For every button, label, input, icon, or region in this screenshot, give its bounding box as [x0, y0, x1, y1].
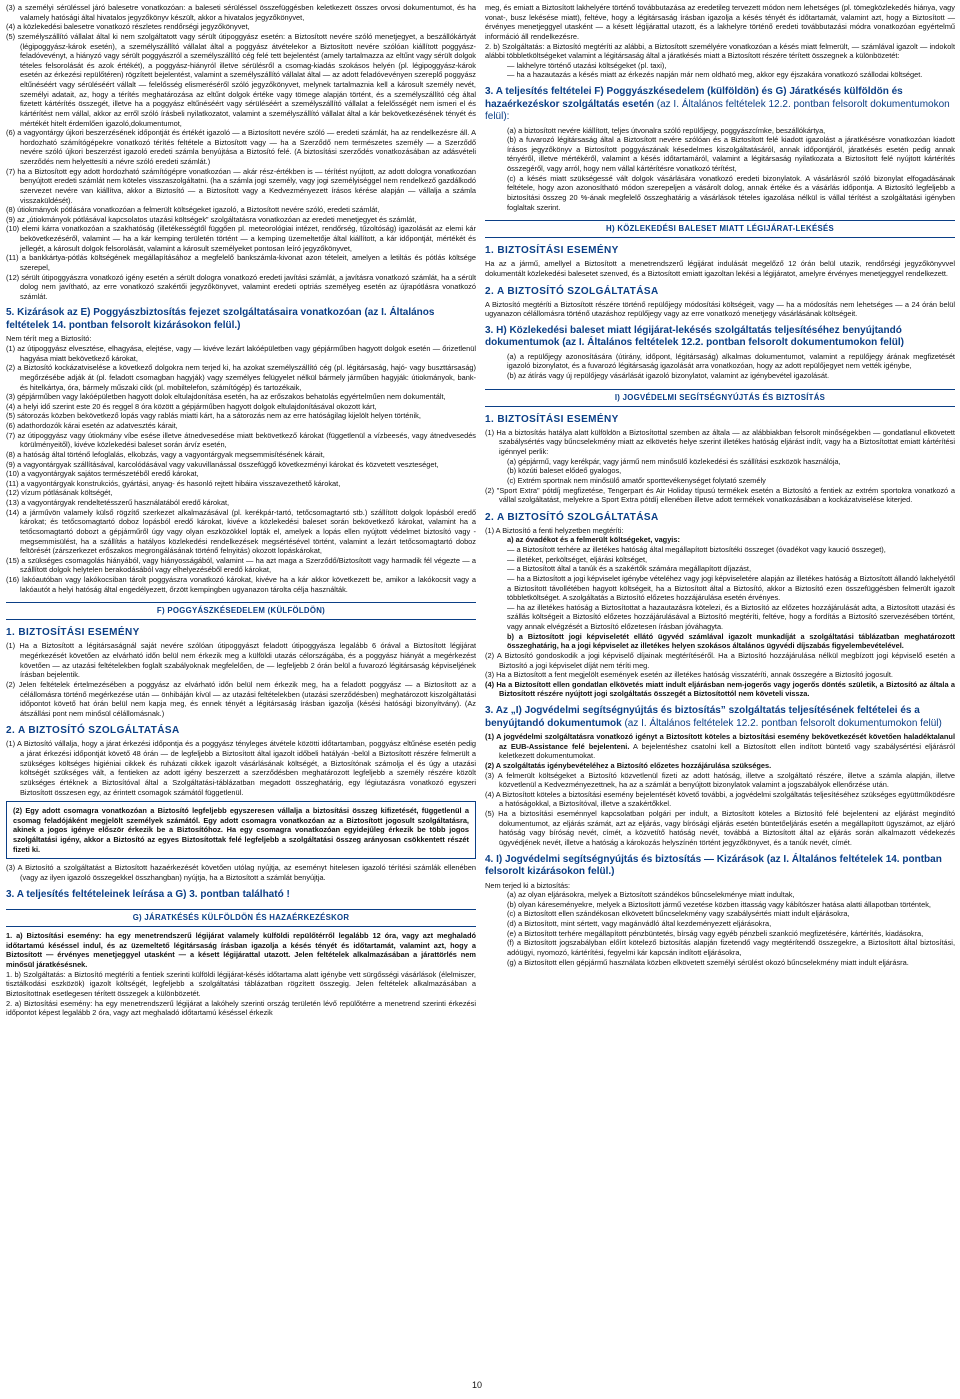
paragraph	[485, 732, 955, 761]
list-item: (e) a Biztosított terhére megállapított pénzbüntetés, bírság vagy egyéb pénzbeli szankció megfizetésére, kártérítés, kiadásokra,	[507, 928, 924, 938]
paragraph: (4) Ha a Biztosított ellen gondatlan elkövetés miatt indult eljárásban nem-jogerős vagy jogerős döntés születik, a Biztosító az általa a Biztosított részére nyújtott jogi szolgáltatás összegét a Biztosítottól nem követeli vissza.	[485, 679, 955, 699]
paragraph: (3) A felmerült költségeket a Biztosító közvetlenül fizeti az adott hatóság, illetve a szolgáltató részére, illetve a számla alapján, illetve közvetlenül a Kedvezményezettnek, ha az a számlát a benyújtott bizonylatok valamint a jogszabályok ellenőrzése után.	[485, 770, 955, 790]
paragraph: 2. a) Biztosítási esemény: ha egy menetrendszerű légijárat a lakóhely szerinti ország területén lévő repülőtérre a menetrend szerinti érkezési időpontot képest legalább 2 óra, vagy azt meghaladó időtartamú késéssel érkezik	[6, 998, 476, 1018]
section-bar: F) POGGYÁSZKÉSEDELEM (KÜLFÖLDÖN)	[6, 602, 476, 620]
list-item: — ha a hazautazás a késés miatt az érkezés napján már nem oldható meg, akkor egy éjszakára vonatkozó szállodai költséget.	[507, 70, 923, 80]
list-item: — illetéket, perköltséget, eljárási költséget,	[507, 554, 648, 564]
subsection-heading: 1. BIZTOSÍTÁSI ESEMÉNY	[6, 627, 140, 639]
highlight-box: (2) Egy adott csomagra vonatkozóan a Biztosító legfeljebb egyszeresen vállalja a biztosítási összeg kifizetését, függetlenül a csomag feladójáként megjelölt személyek számától. Egy adott csomagra vonatkozóan az a Biztosított jogosult szolgáltatásra, akinek a jogos igénye először érkezik be a Biztosítóhoz. Ha egy csomagra vonatkozóan egyidejűleg érkezik be több jogos szolgáltatási igény, akkor a Biztosító az egyes Biztosítottak felé legfeljebb a szolgáltatási összeg arányosan csökkentett részét fizeti ki.	[6, 801, 476, 859]
list-item: (11) a vagyontárgyak konstrukciós, gyártási, anyag- és hasonló rejtett hibáira visszavezethető károkat,	[6, 478, 341, 488]
section-heading: 3. H) Közlekedési baleset miatt légijárat-lekésés szolgáltatás teljesítéséhez benyújtandó dokumentumok (az I. Általános feltételek 12.2. pontban felsorolt dokumentumokon felül)	[485, 324, 904, 349]
list-item: (c) a késés miatt szükségessé vált dolgok vásárlására vonatkozó eredeti bizonylatok. A vásárlásról szóló bizonylat elfogadásának feltétele, hogy azon azonosítható módon szerepeljen a vásárolt dolog, annak értéke és a vásárlás időpontja. A Biztosító legfeljebb a biztosítási összeg 20 %-ának megfelelő összeghatárig a vásárlások tételes igazolása nélkül is vállal térítést a szolgáltatási igényben foglaltak szerint.	[507, 173, 955, 212]
list-item: (b) a fuvarozó légitársaság által a Biztosított nevére szólóan és a Biztosított felé kiadott igazolást a járatkésésre vonatkozóan kiadott írásos jegyzőkönyv a Biztosított poggyászának késedelmes kiszolgáltatásáról, annak időpontjáról, járatkésés esetén pedig annak tényéről, illetve mértékéről, valamint a késés időtartamáról, valamint a légitársaság nyilatkozata a Biztosított felé nyújtott kártérítés összegéről, vagy arról, hogy nem vállal kártérítésre vonatkozó térítést,	[507, 135, 955, 173]
text-bold: (1) A jogvédelmi szolgáltatásra vonatkozó igényt a Biztosított köteles a biztosítási esemény bekövetkezését követően haladéktalanul az EUB-Assistance felé bejelenteni.	[485, 732, 955, 751]
section-heading: 5. Kizárások az E) Poggyászbiztosítás fejezet szolgáltatásaira vonatkozóan (az I. Általános feltételek 14. pontban felsorolt kizárásokon felül.)	[6, 307, 435, 331]
paragraph: (5) Ha a biztosítási eseménnyel kapcsolatban polgári per indult, a Biztosított köteles a Biztosító felé bejelenteni az eljárást megindító dokumentumot, az eljárás számát, azt az eljárás, vagy bírósági eljárás esetén büntetőeljárás esetén a megállapított ügyszámot, az eljáró hatóság vagy bíróság nevét, címét, a közvetítő hatóság nevét, továbbá a Biztosított által az eljárás során alkalmazott védekezés ügyvédjének nevét, illetve a hatóság a károkozás helyszínén történt jegyzőkönyvet, és a tanúk nevét, címét.	[485, 809, 955, 847]
list-item: (14) a járművön valamely külső rögzítő szerkezet alkalmazásával (pl. kerékpár-tartó, tetőcsomagtartó stb.) szállított dolgok lopásból eredő károkat; és tetőcsomagtartó doboz lopásból eredő károkat, kivéve a közlekedési baleset során bekövetkező károkat, valamint ha a tetőcsomagtartó dobozt a gépjárműről úgy vagy olyan eszközökkel lopták el, amelyek a lopás ellen nyújtott védelmet biztosító vagy -megsemmisülést, ha a szállítás a hatályos közlekedési rendelkezések megsértésével történt, valamint a lezárt tetőcsomagtartó doboz feltörését (zárszerkezet erőszakos megrongálásának történő felnyitás) okozott lopáskárokat,	[6, 507, 476, 556]
subsection-heading: 2. A BIZTOSÍTÓ SZOLGÁLTATÁSA	[6, 725, 180, 737]
paragraph: (11) a bankkártya-pótlás költségének megállapításához a megfelelő bankszámla-kivonat azon tételeit, amelyen a letiltás és pótlás költsége szerepel,	[6, 253, 476, 272]
paragraph: Nem térít meg a Biztosító:	[6, 334, 92, 344]
paragraph: (3) A Biztosító a szolgáltatást a Biztosított hazaérkezését követően utólag nyújtja, az eseményt hitelesen igazoló térítési számlák ellenében (vagy az ilyen igazoló összegekkel összhangban) nyújtja, ha a Biztosított a számlát benyújtja.	[6, 863, 476, 882]
paragraph: 1. a) Biztosítási esemény: ha egy menetrendszerű légijárat valamely külföldi repülőtérről legalább 12 óra, vagy azt meghaladó időtartamú késéssel indul, és az üzemeltető légitársaság írásban igazolja a késés tényét és időtartamát, valamint azt, hogy a Biztosított — érvényes menetjeggyel utasként — a késett légijárattal utazott. Jelen feltételek alkalmazásában a járattörlés nem minősül járatkésésnek.	[6, 931, 476, 969]
paragraph: (1) A Biztosító a fenti helyzetben megtéríti:	[485, 525, 624, 535]
paragraph: (4) A Biztosított köteles a biztosítási esemény bejelentését követő további, a jogvédelmi szolgáltatás teljesítéséhez szükséges együttműködésre a hatóságokkal, a Biztosítóval, illetve a szakértőkkel.	[485, 789, 955, 809]
list-item: (b) olyan káreseményekre, melyek a Biztosított jármű vezetése közben ittasság vagy kábítószer hatása alatti állapotban történtek,	[507, 899, 931, 909]
list-item: (d) a Biztosított, mint sértett, vagy magánvádló által kezdeményezett eljárásokra,	[507, 919, 772, 928]
list-item: — a Biztosított által a tanúk és a szakértők számára megállapított díjazást,	[507, 564, 752, 574]
list-item: (g) a Biztosított ellen gépjármű használata közben elkövetett személyi sérülést okozó bűncselekmény miatt indult eljárásra.	[507, 957, 909, 967]
paragraph: (6) a vagyontárgy újkori beszerzésének időpontját és értékét igazoló — a Biztosított nevére szóló — eredeti számlát, ha az rendelkezésre áll. A hordozható számítógépekre vonatkozó térítés feltétele a Biztosított vagy — ha a Szerződő nem természetes személy — a Szerződő nevére szóló újkori beszerzést igazoló eredeti számla benyújtása a Biztosító felé. (A biztosítási szerződés vonatkozásában az adásvételi szerződés nem helyettesíti a névre szóló eredeti számlát.)	[6, 128, 476, 166]
list-item: (3) gépjárműben vagy lakóépületben hagyott dolok eltulajdonítása esetén, ha az erőszakos behatolás egyértelműen nem dokumentált,	[6, 392, 446, 402]
list-item: (a) az olyan eljárásokra, melyek a Biztosított szándékos bűncselekménye miatt indultak,	[507, 890, 795, 900]
paragraph: (2) Jelen feltételek értelmezésében a poggyász az elvárható időn belül nem érkezik meg, ha a feladott poggyász — a Biztosított az a célállomásra történő megérkezése után — önhibáján kívül — az utazási feltételekben (utazási szerződésben) meghatározott kiszolgáltatási időpontot követő hat órán belül nem kapja meg, és ennek tényét a légitársaság írásban igazolja (késési hatósági bizonyítvány). (Az átszállási pont nem minősül célállomásnak.)	[6, 679, 476, 718]
list-item: (9) a vagyontárgyak szállításával, karcolódásával vagy vakuvillanással összefüggő következményi károkat és közvetett veszteséget,	[6, 459, 439, 469]
paragraph: (12) sérült útipoggyászra vonatkozó igény esetén a sérült dologra vonatkozó eredeti javítási számlát, a javításra vonatkozó számlát, ha a sérült dolog nem javítható, az erre vonatkozó szakértői jegyzőkönyvet, valamint eredeti optriás személyeg esetén az újrapótlásra vonatkozó számlát.	[6, 272, 476, 301]
list-item: b) a Biztosított jogi képviseletét ellátó ügyvéd számlával igazolt munkadíját a szolgáltatási táblázatban meghatározott összeghatárig, ha a jogi képviselet az illetékes helyen szokásos általános ügyvédi díjszabás figyelembevételével.	[507, 631, 955, 651]
section-heading	[485, 86, 955, 124]
paragraph: (1) Ha a Biztosított a légitársaságnál saját nevére szólóan útipoggyászt feladott útipoggyásza legalább 6 órával a Biztosított légijárat megérkezését követően az elvárható időn belül nem érkezik meg a külföldi utazás célországába, és a poggyász hiányát a megérkezést követően — az utazási feltételekben foglalt szabályoknak megfelelően, de — legfeljebb 2 órán belül a fuvarozó légitársaság képviseljének írásban bejelentik.	[6, 641, 476, 680]
list-item: (7) az útipoggyász vagy útiokmány víbe esése illetve átnedvesedése miatt bekövetkező károkat (függetlenül a vízbeesés, vagy átnedvesedés körülményeitől), kivéve közlekedési baleset során árvíz esetén,	[6, 430, 476, 450]
page-number: 10	[472, 1380, 483, 1390]
list-item: (4) a helyi idő szerint este 20 és reggel 8 óra között a gépjárműben hagyott dolgok eltulajdonításával okozott kárt,	[6, 401, 377, 411]
paragraph: (1) A Biztosító vállalja, hogy a járat érkezési időpontja és a poggyász tényleges átvétele közötti időtartamban, poggyász eltűnése esetén pedig a járat érkezési időpontját követő 48 órán — de legfeljebb a Biztosított által igazolt időbeli hatályán -belül a Biztosított részére felmerült a szükséges költséges higiéniai cikkek és ruházati cikkek igazolt vásárlásának költségét, a Biztosítónak számolja el és úgy a utazási költségét szükséges vált, a fentieken az adott igény beszerzett a szerződésben meghatározott legfeljebb a személy részére közölt szükséges értéknek a Biztosítóval által a Szolgáltatási-táblázatban megadott összeghatárig, egy légiutazásra vonatkozó egyszeri Biztosított összesen egy, az érintett csomagok számától függetlenül.	[6, 739, 476, 797]
list-item: (8) a hatóság által történő lefoglalás, elkobzás, vagy a vagyontárgyak megsemmisítésének kárait,	[6, 449, 325, 459]
paragraph: (2) A szolgáltatás igénybevételéhez a Biztosító előzetes hozzájárulása szükséges.	[485, 760, 772, 770]
list-item: (a) a biztosított nevére kiállított, teljes útvonalra szóló repülőjegy, poggyászcímke, beszállókártya,	[507, 125, 826, 135]
list-item: — lakhelyre történő utazási költségeket (pl. taxi),	[507, 60, 667, 70]
subsection-heading: 2. A BIZTOSÍTÓ SZOLGÁLTATÁSA	[485, 511, 659, 523]
paragraph: (8) útiokmányok pótlására vonatkozóan a felmerült költségeket igazoló, a Biztosított nevére szóló, eredeti számlát,	[6, 205, 380, 215]
list-item: (a) gépjármű, vagy kerékpár, vagy jármű nem minősülő közlekedési és szállítási eszközök használója,	[507, 456, 841, 466]
right-column	[485, 3, 955, 967]
section-bar: G) JÁRATKÉSÉS KÜLFÖLDÖN ÉS HAZAÉRKEZÉSKOR	[6, 909, 476, 927]
list-item: (a) a repülőjegy azonosítására (útirány, időpont, légitársaság) alkalmas dokumentumot, valamint a repülőjegy árának megfizetését igazoló bizonylatot, és a fuvarozó légitársaság igazolását arra vonatkozóan, hogy az adott repülőjegyet nem vették igénybe,	[507, 351, 955, 371]
paragraph: Ha az a jármű, amellyel a Biztosított a menetrendszerű légijárat indulását megelőző 12 órán belül utazik, rendőrségi jegyzőkönyvvel dokumentált közlekedési balesetet szenved, és a Biztosított emiatt igazoltan lekési a légijáratot, amelyre érvényes menetjeggyel rendelkezett.	[485, 259, 955, 278]
paragraph: (5) személyszállító vállalat által ki nem szolgáltatott vagy sérült útipoggyász esetén: a Biztosított nevére szóló menetjegyet, a beszállókártyát (légipoggyász-károk esetén), a személyszállító vállalat által a poggyász átvételekor a Biztosított nevére szólóan kiállított poggyász-feladóvevényt, a hiányzó vagy sérült poggyászról a személyszállító cég felé tett bejelentést (amely tartalmazza az eltűnt vagy sérült dolgok tételes felsorolását és azok értékét), a poggyász-hiányról illetve sérülésről a csomag-kiadás szokásos helyén (pl. légipoggyász-károk esetén az érkezési repülőtéren) rögzített bejelentést, valamint a személyszállító vállalat által — az adott feladóvevényen szereplő poggyász eltűnéséért vagy sérüléséért vállalt — felelősség elismeréséről szóló jegyzőkönyvet, melynek tartalmaznia kell a károsult személy nevét, személyi adatait, az, hogy a térítés meghatározása az eltűnt dolgok értéke vagy tömege alapján történt, és a személyszállító cég által fizetett kártérítés összegét, illetve ha a poggyász eltűnéséért vagy sérüléséért a személyszállító vállalat a felelősségét nem ismeri el és kártérítést nem vállal, akkor az erről szóló írásbeli nyilatkozatot, valamint a személyszállító vállalat által a kár bekövetkezésének tényét és mértékét hitelt érdemlően igazoló,dokumentumot,	[6, 31, 477, 128]
list-item: — ha az illetékes hatóság a Biztosítottat a hazautazásra kötelezi, és a Biztosító az előzetes hozzájárulását adta, a Biztosított utazási és szállás költségeit a Biztosító előzetes hozzájárulásával a Biztosító megtéríti, feltéve, hogy a fordítás a Biztosító szervezésében történt, vagy annak elvégzését a Biztosító előzetesen írásban jóváhagyta.	[507, 602, 955, 631]
paragraph: (3) a személyi sérüléssel járó balesetre vonatkozóan: a baleseti sérüléssel összefüggésben keletkezett összes orvosi dokumentumot, és ha valamely hatósági által hivatalos jegyzőkönyv készült, akkor a hivatalos jegyzőkönyvet,	[6, 3, 476, 22]
paragraph: (7) ha a Biztosított egy adott hordozható számítógépre vonatkozóan — akár rész-értékben is — térítést nyújtott, az adott dologra vonatkozóan benyújtott eredeti számlát nem köteles visszaszolgáltatni. (ha a számla jogi személy, vagy jogi személyiséggel nem rendelkező gazdálkodó szervezet nevére van kiállítva, akkor a Biztosító — a Biztosított vagy a Kedvezményezett írásos kérése alapján — vállalja a számla visszaküldését).	[6, 166, 476, 205]
list-item: (12) vízum pótlásának költségét,	[6, 488, 113, 498]
paragraph: (4) a közlekedési balesetre vonatkozó részletes rendőrségi jegyzőkönyvet,	[6, 22, 250, 32]
list-item: (f) a Biztosított jogszabályban előírt kötelező biztosítás alapján fizetendő vagy megtérítendő összegekre, a Biztosított által biztosítási, adóügyi, nyomozó, kártérítési, fegyelmi kár kapcsán indított eljárásokra,	[507, 938, 955, 957]
paragraph: (2) "Sport Extra" pótdíj megfizetése, Tengerpart és Air Holiday típusú termékek esetén a Biztosító a fentiek az extrém sportokra vonatkozó a vállal szolgáltatást, melyekre a Sport Extra pótdíj ellenében illetve adott termékek vonatkozásában a kockázatviselése kiterjed.	[485, 485, 955, 505]
list-item: a) az óvadékot és a felmerült költségeket, vagyis:	[507, 535, 680, 545]
list-item: (13) a vagyontárgyak rendeltetésszerű használatából eredő károkat,	[6, 498, 230, 507]
heading-tail: (az I. Általános feltételek 12.2. pontban felsorolt dokumentumokon felül)	[621, 717, 942, 729]
list-item: (c) a Biztosított ellen szándékosan elkövetett bűncselekmény vagy szabálysértés miatt indult eljárásokra,	[507, 909, 850, 919]
list-item: (10) a vagyontárgyak sajátos természetéből eredő károkat,	[6, 469, 199, 479]
list-item: (15) a szükséges csomagolás hiányából, vagy hiányosságából, valamint — ha azt maga a Szerződő/Biztosított vagy harmadik fél végezte — a szállított dolgok helytelen berakodásából vagy elhelyezéséből eredő károkat,	[6, 555, 476, 575]
paragraph: A Biztosító megtéríti a Biztosított részére történő repülőjegy módosítási költségeit, vagy — ha a módosítás nem lehetséges — a 24 órán belül ugyanazon célállomásra történő utazáshoz repülőjegy vagy az erre vonatkozó menetjegy vásárlásának költségeit.	[485, 299, 955, 319]
section-bar: I) JOGVÉDELMI SEGÍTSÉGNYÚJTÁS ÉS BIZTOSÍTÁS	[485, 389, 955, 407]
text-normal: A bejelentéshez csatolni kell a Biztosított ellen indított büntető vagy szabálysértési eljárásról keletkezett dokumentumokat.	[499, 741, 955, 761]
subsection-heading: 1. BIZTOSÍTÁSI ESEMÉNY	[485, 413, 619, 425]
list-item: (b) közúti baleset elődeő gyalogos,	[507, 466, 622, 476]
paragraph: 1. b) Szolgáltatás: a Biztosító megtéríti a fentiek szerinti külföldi légijárat-késés időtartama alatt igénybe vett sürgősségi vásárlások (élelmiszer, tisztálkodási eszközök) igazolt költségét, legfeljebb a szolgáltatási táblázatban rögzített összegig. Jelen feltételek alkalmazásában a Biztosítottnak esetlegesen térített összegek a különbözetét.	[6, 969, 476, 998]
list-item: (5) sátorozás közben bekövetkező lopás vagy rablás miatti kárt, ha a sátorozás nem az erre hatóságilag kijelölt helyen történik,	[6, 411, 421, 421]
heading-tail: (az I. Általános feltételek 12.2. pontban felsorolt dokumentumokon felül):	[485, 98, 950, 122]
list-item: (16) lakóautóban vagy lakókocsiban tárolt poggyászra vonatkozó károkat, kivéve ha a kár akkor következett be, amikor a lakókocsit vagy a lakóautót a helyi hatóság által engedélyezett, őrzött kempingben ugyanazon tárolta célja használták.	[6, 575, 476, 594]
section-heading	[485, 705, 955, 730]
subsection-heading: 1. BIZTOSÍTÁSI ESEMÉNY	[485, 245, 619, 257]
list-item: — a Biztosított terhére az illetékes hatóság által megállapított biztosítéki összeget (óvadékot vagy kaució összeget),	[507, 545, 886, 554]
list-item: — ha a Biztosított a jogi képviselet igénybe vételéhez vagy jogi képviseletére alapján az illetékes hatóság a Biztosított állandó lakhelyétől a Biztosított távollétében hagyott költségeit, ha a Biztosított által a Biztosító, akkor a Biztosító ezen összefüggésben felmerült igazolt többletköltséget. A szolgáltatás a Biztosító előzetes hozzájárulása esetén érvényes.	[507, 573, 955, 603]
paragraph: meg, és emiatt a Biztosított lakhelyére történő továbbutazása az eredetileg tervezett módon nem lehetséges (pl. tömegközlekedés hiánya, vagy vonat-, busz lekésése miatt), feltéve, hogy a légitársaság írásban igazolja a késés tényét és időtartamát, valamint azt, hogy a Biztosított — érvényes menetjeggyel utasként — a késett légijárattal utazott, és a lakhelyre történő eredeti továbbutazási módra vonatkozóan egyértelmű információ áll rendelkezésre.	[485, 3, 955, 41]
subsection-heading: 2. A BIZTOSÍTÓ SZOLGÁLTATÁSA	[485, 285, 659, 297]
list-item: (c) Extrém sportnak nem minősülő amatőr sporttevékenységet folytató személy	[507, 475, 766, 485]
left-column	[6, 3, 476, 1018]
heading-bold: 3. A teljesítés feltételei F) Poggyászkésedelem (külföldön) és G) Járatkésés külföldön és hazaérkezéskor szolgáltatás esetén	[485, 86, 903, 110]
heading-bold: 3. Az „I) Jogvédelmi segítségnyújtás és biztosítás” szolgáltatás teljesítésének feltételei és a benyújtandó dokumentumok	[485, 705, 920, 729]
paragraph: (3) Ha a Biztosított a fent megjelölt események esetén az illetékes hatóság visszatéríti, annak összegére a Biztosító jogosult.	[485, 670, 893, 680]
paragraph: (2) A Biztosító gondoskodik a jogi képviselő díjainak megtérítéséről. Ha a Biztosító hozzájárulása nélkül megbízott jogi képviselő esetén a Biztosító a jogi képviselet díját nem téríti meg.	[485, 650, 955, 670]
list-item: (1) az útipoggyász elvesztése, elhagyása, elejtése, vagy — kivéve lezárt lakóépületben vagy gépjárműben hagyott dolgok esetén — őrizetlenül hagyása miatt bekövetkező károkat,	[6, 344, 476, 363]
list-item: (6) adathordozók kárai esetén az adatvesztés kárait,	[6, 421, 178, 430]
section-bar: H) KÖZLEKEDÉSI BALESET MIATT LÉGIJÁRAT-LEKÉSÉS	[485, 220, 955, 238]
list-item: (2) a Biztosító kockázatviselése a következő dolgokra nem terjed ki, ha azokat személyszállító cég (pl. légitársaság, hajó- vagy buszttársaság) megőrzésébe adják át (pl. feladott csomagban hagyják) vagy személyes felügyelet nélkül bármely járműben hagyják: útiokmányok, bank- és hitelkártya, óra, bármely műszaki cikk (pl. mobiltelefon, számítógép) és tartozékaik,	[6, 363, 476, 392]
paragraph: (10) elemi kárra vonatkozóan a szakhatóság (illetékességtől függően pl. meteorológiai intézet, rendőrség, tűzoltóság) igazolását az elemi kár bekövetkezéséről, valamint — ha a kár kemping területén történt — a kemping üzemeltetője által kiállított, a kár időpontját, mértékét és jellegét, a károsult dolgok felsorolását, valamint a károsult személyeket pontosan leíró jegyzőkönyvet,	[6, 224, 476, 253]
list-item: (b) az átírás vagy új repülőjegy vásárlását igazoló bizonylatot, valamint az igénybevétel igazolását.	[507, 371, 830, 380]
paragraph: (1) Ha a biztosítás hatálya alatt külföldön a Biztosítottal szemben az általa — az alábbiakban felsorolt minőségekben — gondatlanul elkövetett szabálysértés vagy bűncselekmény miatt az elkövetés helye szerint illetékes hatóság eljárást indít, vagy ha a Biztosítottat emiatt kártérítési igénnyel perlik:	[485, 427, 955, 456]
paragraph: Nem terjed ki a biztosítás:	[485, 880, 571, 890]
paragraph: 2. b) Szolgáltatás: a Biztosító megtéríti az alábbi, a Biztosított személyére vonatkozóan a késés miatt felmerült, — számlával igazolt — indokolt alábbi többletköltségeket valamint a légitársaság által a járatkésés miatt a Biztosított részére térített összegnek a különbözetét:	[485, 41, 955, 61]
section-heading: 4. I) Jogvédelmi segítségnyújtás és biztosítás — Kizárások (az I. Általános feltételek 14. pontban felsorolt kizárásokon felül.)	[485, 853, 942, 877]
section-heading: 3. A teljesítés feltételeinek leírása a G) 3. pontban található !	[6, 888, 290, 900]
paragraph: (9) az „útiokmányok pótlásával kapcsolatos utazási költségek” szolgáltatásra vonatkozóan az eredeti menetjegyet és számlát,	[6, 214, 417, 224]
